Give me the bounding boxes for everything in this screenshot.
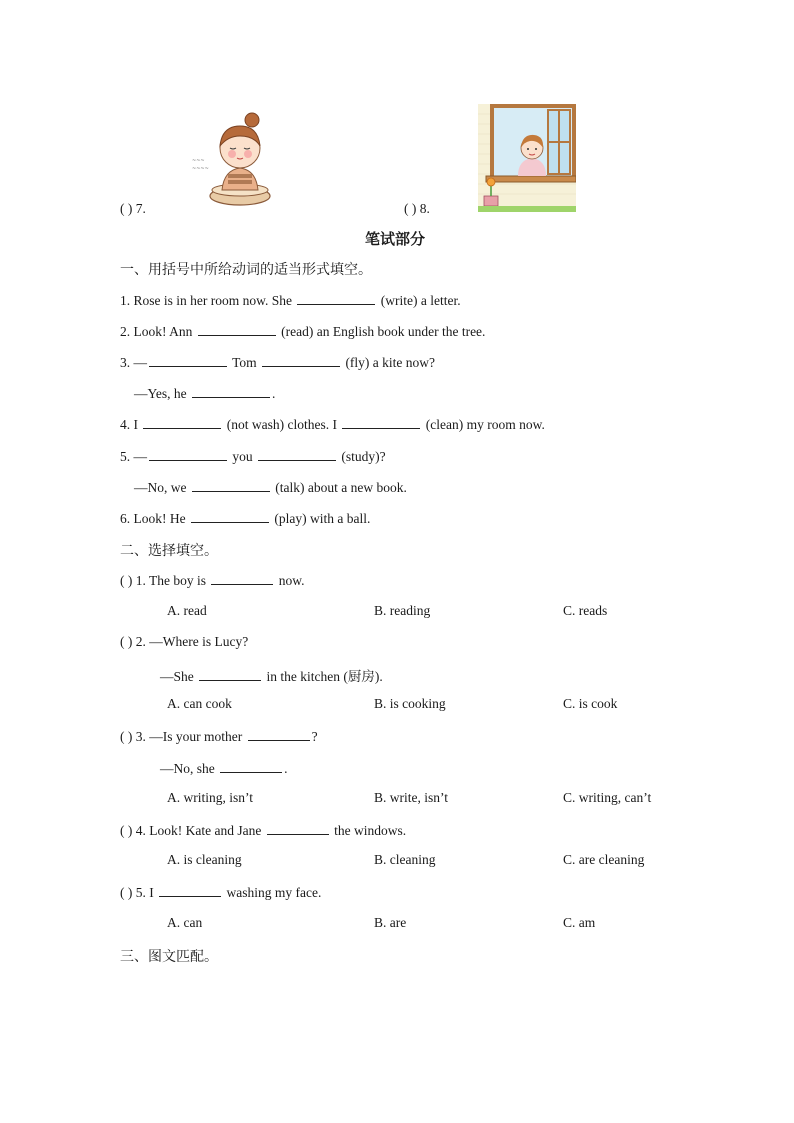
choice-question-1: ( ) 1. The boy is now. xyxy=(120,573,305,588)
choice-question-3-reply: —No, she . xyxy=(160,761,288,776)
answer-blank[interactable] xyxy=(198,322,276,336)
answer-blank[interactable] xyxy=(297,291,375,305)
answer-blank[interactable] xyxy=(192,478,270,492)
fill-item-5: 5. — you (study)? xyxy=(120,449,386,464)
option-b[interactable]: B. cleaning xyxy=(374,852,436,867)
fill-item-1: 1. Rose is in her room now. She (write) a letter. xyxy=(120,293,461,308)
choice-question-2-reply: —She in the kitchen (厨房). xyxy=(160,669,383,684)
section3-heading: 三、图文匹配。 xyxy=(120,950,218,965)
fill-item-6: 6. Look! He (play) with a ball. xyxy=(120,511,371,526)
option-a[interactable]: A. can xyxy=(167,915,203,930)
choice-question-3: ( ) 3. —Is your mother ? xyxy=(120,729,318,744)
section2-heading: 二、选择填空。 xyxy=(120,544,218,559)
q7-label: ( ) 7. xyxy=(120,201,146,216)
answer-blank[interactable] xyxy=(211,571,273,585)
fill-item-5-reply: —No, we (talk) about a new book. xyxy=(134,480,407,495)
answer-blank[interactable] xyxy=(143,415,221,429)
fill-item-3-reply: —Yes, he . xyxy=(134,386,276,401)
option-c[interactable]: C. are cleaning xyxy=(563,852,645,867)
q8-label: ( ) 8. xyxy=(404,201,430,216)
option-a[interactable]: A. is cleaning xyxy=(167,852,242,867)
answer-blank[interactable] xyxy=(149,447,227,461)
option-b[interactable]: B. write, isn’t xyxy=(374,790,448,805)
answer-blank[interactable] xyxy=(191,509,269,523)
svg-text:~~~: ~~~ xyxy=(192,158,205,164)
option-a[interactable]: A. writing, isn’t xyxy=(167,790,254,805)
answer-blank[interactable] xyxy=(149,353,227,367)
svg-text:~~~~: ~~~~ xyxy=(192,166,209,172)
option-b[interactable]: B. is cooking xyxy=(374,696,446,711)
section1-heading: 一、用括号中所给动词的适当形式填空。 xyxy=(120,263,372,278)
fill-item-4: 4. I (not wash) clothes. I (clean) my room now. xyxy=(120,417,545,432)
q7-picture xyxy=(190,110,290,210)
option-c[interactable]: C. is cook xyxy=(563,696,618,711)
answer-blank[interactable] xyxy=(248,727,310,741)
fill-item-2: 2. Look! Ann (read) an English book under the tree. xyxy=(120,324,486,339)
answer-blank[interactable] xyxy=(262,353,340,367)
choice-question-4: ( ) 4. Look! Kate and Jane the windows. xyxy=(120,823,407,838)
answer-blank[interactable] xyxy=(267,821,329,835)
choice-question-2: ( ) 2. —Where is Lucy? xyxy=(120,634,249,649)
option-c[interactable]: C. am xyxy=(563,915,596,930)
answer-blank[interactable] xyxy=(220,759,282,773)
choice-question-5: ( ) 5. I washing my face. xyxy=(120,885,322,900)
option-b[interactable]: B. are xyxy=(374,915,407,930)
option-a[interactable]: A. can cook xyxy=(167,696,232,711)
answer-blank[interactable] xyxy=(199,667,261,681)
fill-item-3: 3. — Tom (fly) a kite now? xyxy=(120,355,436,370)
option-a[interactable]: A. read xyxy=(167,603,207,618)
answer-blank[interactable] xyxy=(258,447,336,461)
section-title: 笔试部分 xyxy=(365,232,426,248)
option-c[interactable]: C. writing, can’t xyxy=(563,790,652,805)
q8-picture xyxy=(478,104,576,212)
answer-blank[interactable] xyxy=(342,415,420,429)
answer-blank[interactable] xyxy=(159,883,221,897)
option-b[interactable]: B. reading xyxy=(374,603,431,618)
answer-blank[interactable] xyxy=(192,384,270,398)
option-c[interactable]: C. reads xyxy=(563,603,608,618)
